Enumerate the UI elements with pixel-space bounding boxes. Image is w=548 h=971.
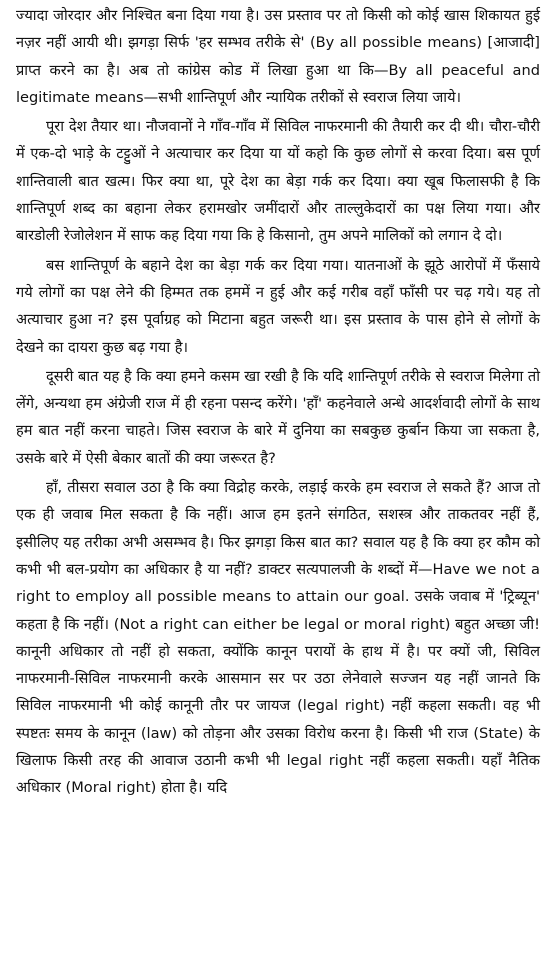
- paragraph-peaceful-pretext: बस शान्तिपूर्ण के बहाने देश का बेड़ा गर्क कर दिया गया। यातनाओं के झूठे आरोपों में फँसाये गये लोगों का पक्ष लेने की हिम्मत तक हममें न हुई और कई गरीब वहाँ फाँसी पर चढ़ गये। यह तो अत्याचार हुआ न? इस पूर्वाग्रह को मिटाना बहुत जरूरी था। इस प्रस्ताव के पास होने से लोगों के देखने का दायरा कुछ बढ़ गया है।: [16, 256, 540, 356]
- paragraph-second-point: दूसरी बात यह है कि क्या हमने कसम खा रखी है कि यदि शान्तिपूर्ण तरीके से स्वराज मिलेगा तो लेंगे, अन्यथा हम अंग्रेजी राज में ही रहना पसन्द करेंगे। 'हाँ' कहनेवाले अन्धे आदर्शवादी लोगों के साथ हम बात नहीं करना चाहते। जिस स्वराज के बारे में दुनिया का सबकुछ कुर्बान किया जा सकता है, उसके बारे में ऐसी बेकार बातों की क्या जरूरत है?: [16, 367, 540, 467]
- paragraph-third-question: हाँ, तीसरा सवाल उठा है कि क्या विद्रोह करके, लड़ाई करके हम स्वराज ले सकते हैं? आज तो एक ही जवाब मिल सकता है कि नहीं। आज हम इतने संगठित, सशस्त्र और ताकतवर नहीं हैं, इसीलिए यह तरीका अभी असम्भव है। फिर झगड़ा किस बात का? सवाल यह है कि क्या हर कौम को कभी भी बल-प्रयोग का अधिकार है या नहीं? डाक्टर सत्यपालजी के शब्दों में—Have we not a right to employ all possible means to attain our goal. उसके जवाब में 'ट्रिब्यून' कहता है कि नहीं। (Not a right can either be legal or moral right) बहुत अच्छा जी! कानूनी अधिकार तो नहीं हो सकता, क्योंकि कानून परायों के हाथ में है। पर क्यों जी, सिविल नाफरमानी-सिविल नाफरमानी करके आसमान सर पर उठा लेनेवाले सज्जन यह नहीं जानते कि सिविल नाफरमानी भी कोई कानूनी तौर पर जायज (legal right) नहीं कहला सकती। वह भी स्पष्टतः समय के कानून (law) को तोड़ना और उसका विरोध करना है। किसी भी राज (State) के खिलाफ किसी तरह की आवाज उठानी कभी भी legal right नहीं कहला सकती। यहाँ नैतिक अधिकार (Moral right) होता है। यदि: [16, 479, 540, 797]
- paragraph-country-ready: पूरा देश तैयार था। नौजवानों ने गाँव-गाँव में सिविल नाफरमानी की तैयारी कर दी थी। चौरा-चौरी में एक-दो भाड़े के टट्टुओं ने अत्याचार कर दिया या यों कहो कि कुछ लोगों से करवा दिया। बस पूर्ण शान्तिवाली बात खत्म। फिर क्या था, पूरे देश का बेड़ा गर्क कर दिया। क्या खूब फिलासफी है कि शान्तिपूर्ण शब्द का बहाना लेकर हरामखोर जमींदारों और ताल्लुकेदारों का पक्ष लिया गया। और बारडोली रेजोलेशन में साफ कह दिया गया कि हे किसानो, तुम अपने मालिकों को लगान दे दो।: [16, 118, 540, 245]
- paragraph-continued: ज्यादा जोरदार और निश्चित बना दिया गया है। उस प्रस्ताव पर तो किसी को कोई खास शिकायत हुई नज़र नहीं आयी थी। झगड़ा सिर्फ 'हर सम्भव तरीके से' (By all possible means) [आजादी] प्राप्त करने का है। अब तो कांग्रेस कोड में लिखा हुआ था कि—By all peaceful and legitimate means—सभी शान्तिपूर्ण और न्यायिक तरीकों से स्वराज लिया जाये।: [16, 7, 540, 106]
